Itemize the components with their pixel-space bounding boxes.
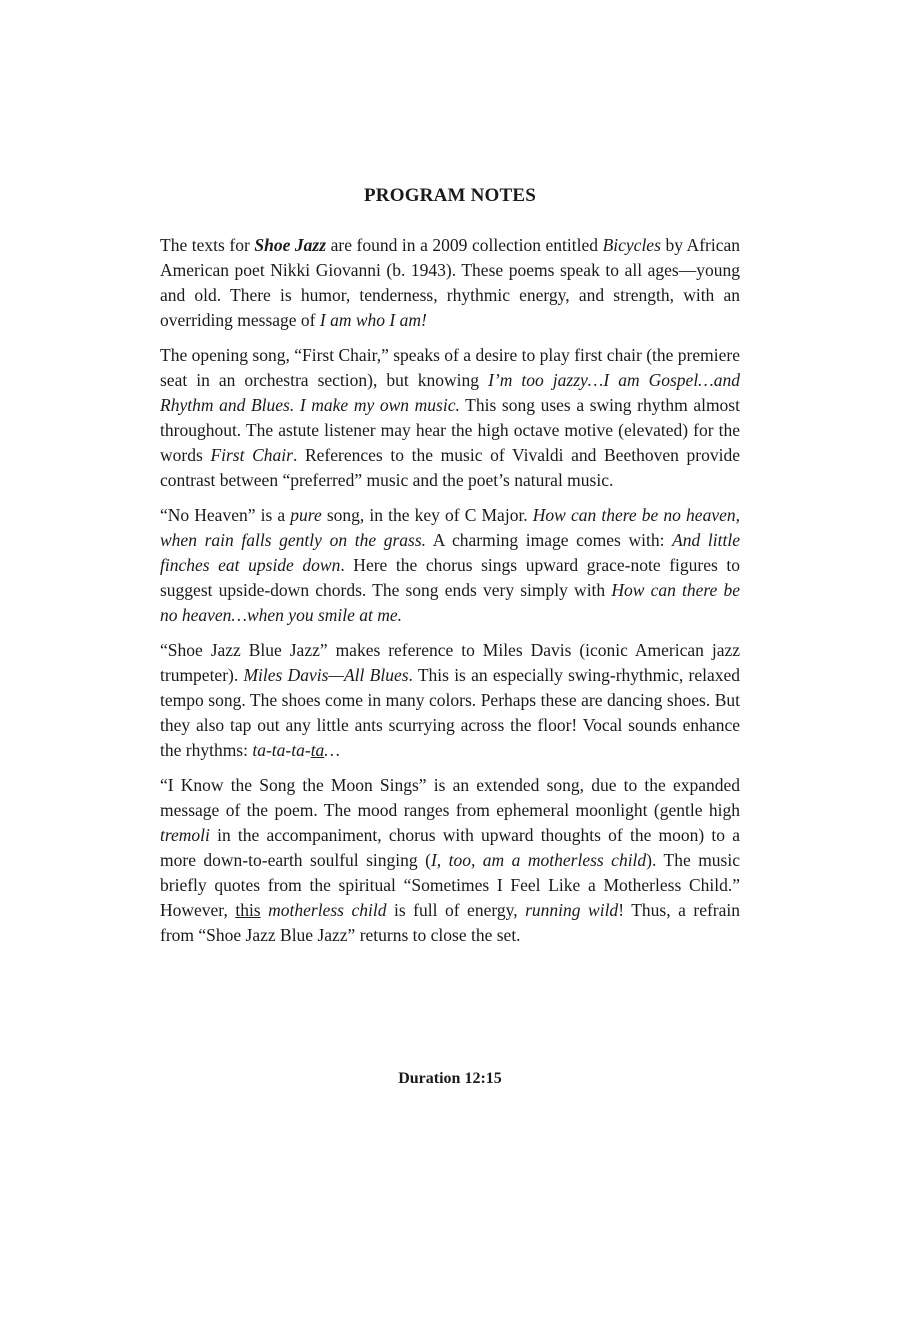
program-notes-body [160,233,740,958]
paragraph-moon-sings [160,773,740,948]
underlined-word: this [235,900,261,920]
text-run: are found in a 2009 collection entitled [326,235,603,255]
quote: I, too, am a motherless child [430,850,647,870]
quote: First Chair [210,445,293,465]
paragraph-shoe-jazz-intro [160,233,740,333]
text-run: A charming image comes with: [426,530,673,550]
text-run: in the accompaniment, chorus with upward thoughts of the moon) to a more down-to-earth soulful singing ( [160,825,740,870]
quote: running wild [525,900,619,920]
quote: Miles Davis—All Blues [243,665,409,685]
text-run: . This is an especially swing-rhythmic, relaxed tempo song. The shoes come in many colors. Perhaps these are dancing shoes. But they also tap out any little ants scurrying across the floor! Vocal sounds enhance the rhythms: [160,665,741,760]
text-run: This song uses a swing rhythm almost throughout. The astute listener may hear the high octave motive (elevated) for the words [160,395,740,465]
emphasis: pure [290,505,322,525]
text-run: . References to the music of Vivaldi and Beethoven provide contrast between “preferred” music and the poet’s natural music. [160,445,740,490]
paragraph-no-heaven [160,503,740,628]
quote: I am who I am! [319,310,427,330]
text-run [261,900,269,920]
text-run: “No Heaven” is a [160,505,291,525]
text-run: is full of energy, [386,900,526,920]
quote: motherless child [268,900,387,920]
quote: And little finches eat upside down [160,530,740,575]
text-run: The opening song, “First Chair,” speaks of a desire to play first chair (the premiere seat in an orchestra section), but knowing [160,345,740,390]
quote: How can there be no heaven, when rain falls gently on the grass. [160,505,740,550]
quote: I’m too jazzy…I am Gospel…and Rhythm and Blues. I make my own music. [160,370,740,415]
paragraph-shoe-jazz-blue-jazz [160,638,740,763]
paragraph-first-chair [160,343,740,493]
text-run: by African American poet Nikki Giovanni (b. 1943). These poems speak to all ages—young and old. There is humor, tenderness, rhythmic energy, and strength, with an overriding message of [160,235,740,330]
text-run: “I Know the Song the Moon Sings” is an extended song, due to the expanded message of the poem. The mood ranges from ephemeral moonlight (gentle high [160,775,740,820]
ellipsis: … [324,740,340,760]
vocal-sounds: ta-ta-ta- [252,740,311,760]
emphasis: tremoli [160,825,210,845]
text-run: “Shoe Jazz Blue Jazz” makes reference to Miles Davis (iconic American jazz trumpeter). [160,640,740,685]
page-title: PROGRAM NOTES [363,185,537,206]
text-run: ! Thus, a refrain from “Shoe Jazz Blue Jazz” returns to close the set. [160,900,740,945]
duration-label: Duration 12:15 [398,1070,502,1087]
collection-title: Bicycles [602,235,661,255]
text-run: ). The music briefly quotes from the spiritual “Sometimes I Feel Like a Motherless Child.” However, [160,850,740,920]
quote: How can there be no heaven…when you smile at me. [160,580,741,625]
text-run: song, in the key of C Major. [321,505,533,525]
text-run: The texts for [160,235,255,255]
work-title: Shoe Jazz [254,235,327,255]
vocal-sounds-accent: ta [310,740,325,760]
text-run: . Here the chorus sings upward grace-note figures to suggest upside-down chords. The song ends very simply with [160,555,741,600]
